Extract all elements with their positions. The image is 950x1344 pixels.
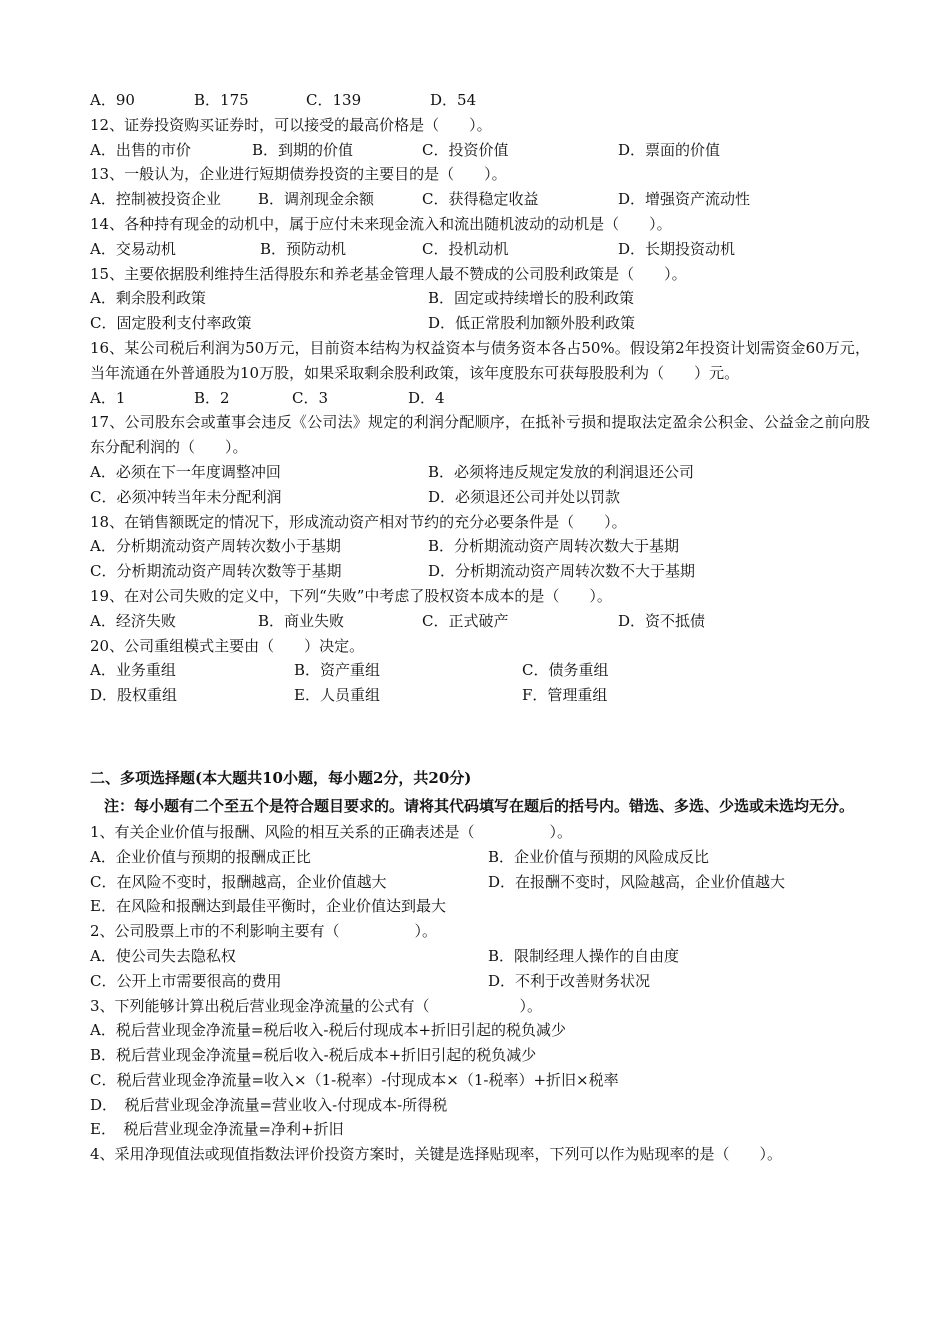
question-12-stem: 12、证券投资购买证券时，可以接受的最高价格是（ ）。 [90,115,492,134]
option-f: F．管理重组 [522,686,608,705]
option-d: D．长期投资动机 [618,239,736,258]
option-c: C．固定股利支付率政策 [90,314,252,333]
option-a: A．使公司失去隐私权 [90,946,236,965]
multi-question-4-stem: 4、采用净现值法或现值指数法评价投资方案时，关键是选择贴现率，下列可以作为贴现率的是（ ）。 [90,1145,783,1164]
option-c: C．在风险不变时，报酬越高，企业价值越大 [90,872,387,891]
question-13-stem: 13、一般认为，企业进行短期债券投资的主要目的是（ ）。 [90,165,507,184]
section-spacer [90,708,870,764]
option-d: D．必须退还公司并处以罚款 [428,487,621,506]
option-c: C．139 [306,91,362,109]
option-b: B．调剂现金余额 [258,190,375,209]
option-d: D．4 [408,388,445,407]
q18-options-row2 [90,559,870,584]
q18-options-row1 [90,534,870,559]
option-d: D．不利于改善财务状况 [488,971,651,990]
question-18-stem: 18、在销售额既定的情况下，形成流动资产相对节约的充分必要条件是（ ）。 [90,512,627,531]
q15-options-row2 [90,311,870,336]
option-c: C．3 [292,388,329,407]
question-20-stem: 20、公司重组模式主要由（ ）决定。 [90,636,365,655]
option-d: D．54 [430,91,477,109]
option-b: B．到期的价值 [252,140,354,159]
multi-question-1-stem: 1、有关企业价值与报酬、风险的相互关系的正确表述是（ ）。 [90,822,573,841]
option-c: C．获得稳定收益 [422,190,539,209]
option-b: B．固定或持续增长的股利政策 [428,289,635,308]
option-c: C．必须冲转当年未分配利润 [90,487,282,506]
q19-options [90,609,870,634]
option-c: C．正式破产 [422,611,509,630]
q20-options-row1 [90,658,870,683]
q20-options-row2 [90,683,870,708]
multi-question-2-stem: 2、公司股票上市的不利影响主要有（ ）。 [90,922,438,941]
question-16-stem: 16、某公司税后利润为50万元，目前资本结构为权益资本与债务资本各占50%。假设第2年投资计划需资金60万元，当年流通在外普通股为10万股，如果采取剩余股利政策，该年度股东可获每股股利为（ ）元。 [90,338,870,382]
option-c: C．债务重组 [522,661,609,680]
m1-options-row1 [90,845,870,870]
exam-page [90,88,870,1167]
question-14-stem: 14、各种持有现金的动机中，属于应付未来现金流入和流出随机波动的动机是（ ）。 [90,214,672,233]
option-a: A．剩余股利政策 [90,289,206,308]
option-b: B．资产重组 [294,661,381,680]
option-d: D．分析期流动资产周转次数不大于基期 [428,562,696,581]
option-d: D．低正常股利加额外股利政策 [428,314,636,333]
q16-options [90,386,870,411]
option-b: B．2 [194,388,230,407]
option-b: B．必须将违反规定发放的利润退还公司 [428,462,695,481]
option-a: A．1 [90,388,126,407]
q11-options [90,88,870,113]
option-e: E．人员重组 [294,686,380,705]
option-b: B．分析期流动资产周转次数大于基期 [428,537,680,556]
q14-options [90,237,870,262]
multi-question-3-stem: 3、下列能够计算出税后营业现金净流量的公式有（ ）。 [90,996,543,1015]
option-d: D． 税后营业现金净流量=营业收入-付现成本-所得税 [90,1095,448,1114]
option-a: A．出售的市价 [90,140,191,159]
option-c: C．投资价值 [422,140,509,159]
option-c: C．投机动机 [422,239,509,258]
question-17-stem: 17、公司股东会或董事会违反《公司法》规定的利润分配顺序，在抵补亏损和提取法定盈余公积金、公益金之前向股东分配利润的（ ）。 [90,413,870,457]
option-b: B．商业失败 [258,611,345,630]
m2-options-row2 [90,969,870,994]
option-a: A．经济失败 [90,611,176,630]
option-d: D．股权重组 [90,686,178,705]
section-2-heading: 二、多项选择题(本大题共10小题，每小题2分，共20分) [90,768,472,787]
m2-options-row1 [90,944,870,969]
option-b: B．预防动机 [260,239,347,258]
option-d: D．资不抵债 [618,611,706,630]
option-d: D．在报酬不变时，风险越高，企业价值越大 [488,872,786,891]
option-a: A．必须在下一年度调整冲回 [90,462,281,481]
option-a: A．企业价值与预期的报酬成正比 [90,847,311,866]
option-c: C．税后营业现金净流量=收入×（1-税率）-付现成本×（1-税率）+折旧×税率 [90,1070,619,1089]
option-e: E．在风险和报酬达到最佳平衡时，企业价值达到最大 [90,897,446,916]
option-a: A．控制被投资企业 [90,190,221,209]
q12-options [90,138,870,163]
option-c: C．分析期流动资产周转次数等于基期 [90,562,342,581]
option-d: D．票面的价值 [618,140,721,159]
option-b: B．企业价值与预期的风险成反比 [488,847,710,866]
option-b: B．税后营业现金净流量=税后收入-税后成本+折旧引起的税负减少 [90,1046,537,1065]
option-b: B．限制经理人操作的自由度 [488,946,680,965]
question-19-stem: 19、在对公司失败的定义中，下列“失败”中考虑了股权资本成本的是（ ）。 [90,586,612,605]
section-2-note: 注：每小题有二个至五个是符合题目要求的。请将其代码填写在题后的括号内。错选、多选、少选或未选均无分。 [104,796,855,815]
option-d: D．增强资产流动性 [618,190,751,209]
q15-options-row1 [90,286,870,311]
option-a: A．税后营业现金净流量=税后收入-税后付现成本+折旧引起的税负减少 [90,1021,567,1040]
q17-options-row2 [90,485,870,510]
option-b: B．175 [194,91,249,109]
q13-options [90,187,870,212]
option-a: A．交易动机 [90,239,176,258]
q17-options-row1 [90,460,870,485]
option-a: A．业务重组 [90,661,176,680]
option-a: A．90 [90,91,135,109]
m1-options-row2 [90,870,870,895]
question-15-stem: 15、主要依据股利维持生活得股东和养老基金管理人最不赞成的公司股利政策是（ ）。 [90,264,687,283]
option-c: C．公开上市需要很高的费用 [90,971,282,990]
option-a: A．分析期流动资产周转次数小于基期 [90,537,341,556]
option-e: E． 税后营业现金净流量=净利+折旧 [90,1120,344,1139]
